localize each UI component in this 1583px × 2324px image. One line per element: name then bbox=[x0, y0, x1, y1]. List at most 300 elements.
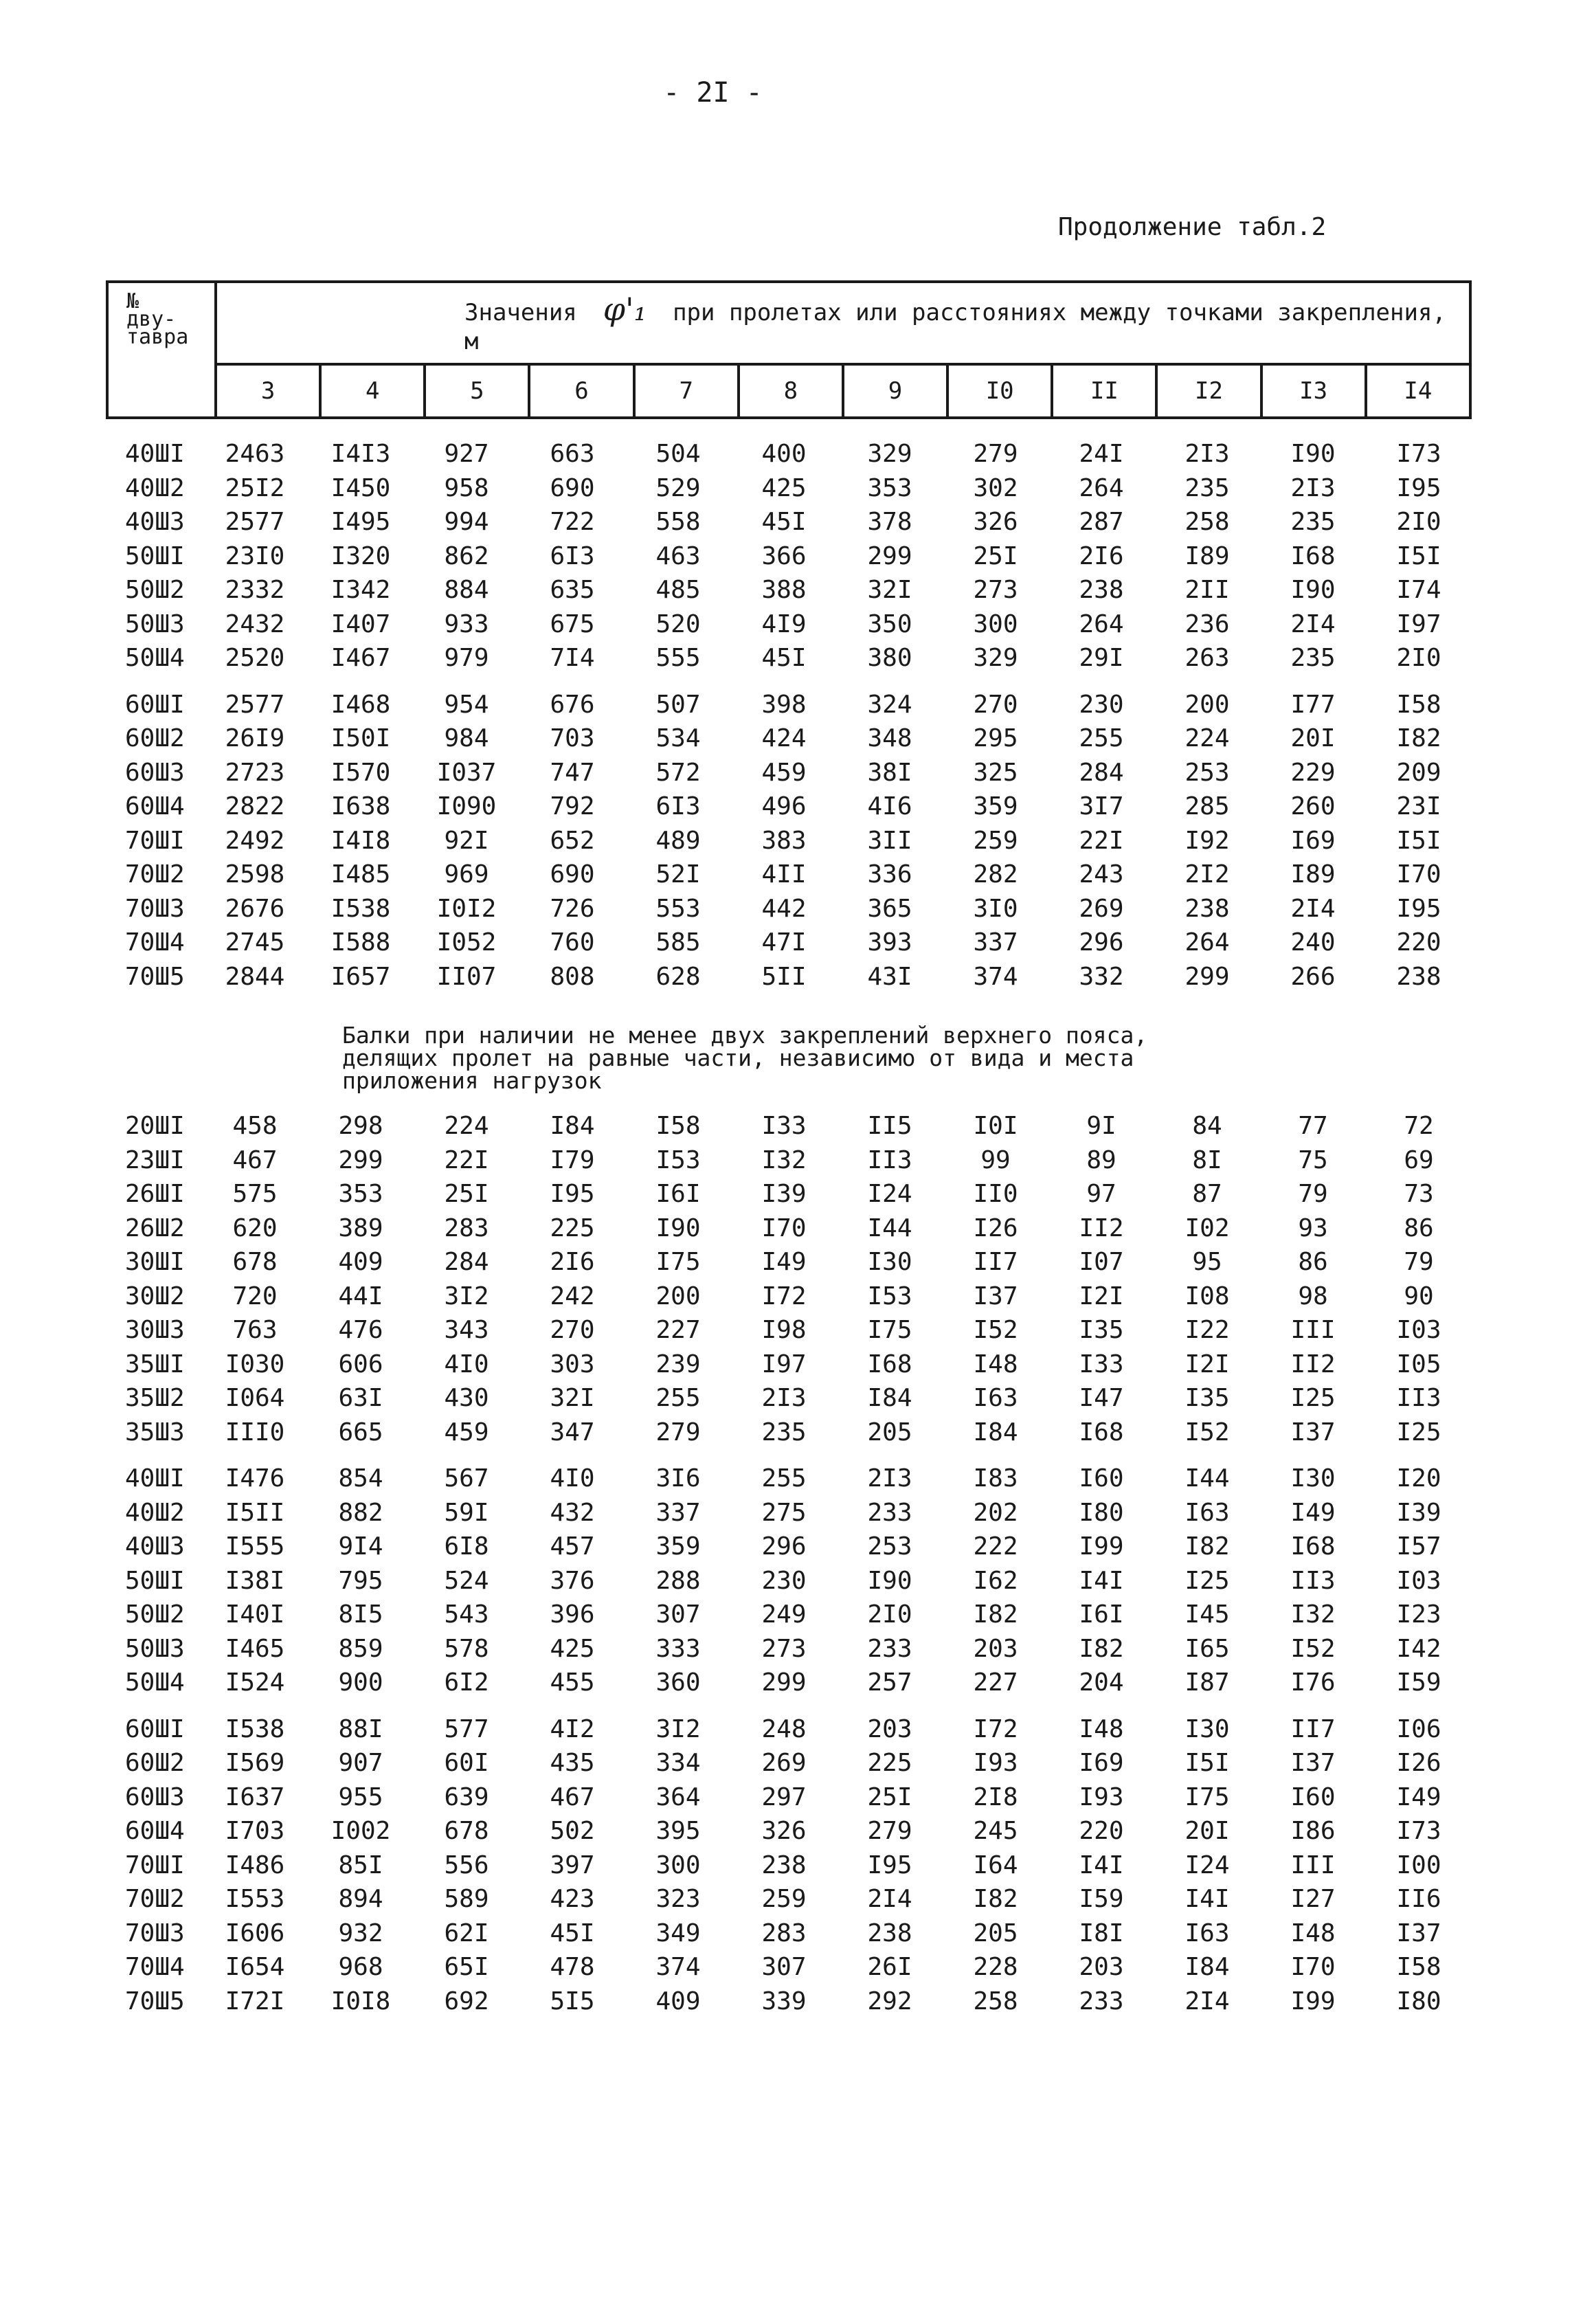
value-cell: 396 bbox=[550, 1600, 595, 1629]
value-cell: I22 bbox=[1185, 1316, 1230, 1345]
value-cell: 87 bbox=[1192, 1180, 1222, 1209]
value-cell: 258 bbox=[1185, 508, 1230, 537]
value-cell: 200 bbox=[655, 1282, 701, 1310]
value-cell: 47I bbox=[761, 928, 807, 957]
value-cell: I33 bbox=[1079, 1350, 1124, 1378]
value-cell: I654 bbox=[225, 1953, 285, 1982]
value-cell: 635 bbox=[550, 576, 595, 605]
value-cell: 65I bbox=[444, 1953, 489, 1982]
profile-id-cell: 26ШI bbox=[125, 1180, 185, 1209]
value-cell: 4I2 bbox=[550, 1714, 595, 1743]
value-cell: 298 bbox=[338, 1112, 383, 1141]
value-cell: 255 bbox=[1079, 724, 1124, 753]
span-header-cell: 9 bbox=[843, 364, 947, 418]
value-cell: I70 bbox=[1290, 1953, 1336, 1982]
value-cell: I84 bbox=[973, 1418, 1018, 1446]
value-cell: 2492 bbox=[225, 826, 285, 855]
profile-id-cell: 70Ш2 bbox=[125, 1885, 185, 1914]
value-cell: I84 bbox=[867, 1384, 912, 1413]
value-cell: I92 bbox=[1185, 826, 1230, 855]
value-cell: 203 bbox=[973, 1634, 1018, 1663]
value-cell: 240 bbox=[1290, 928, 1336, 957]
value-cell: 8I5 bbox=[338, 1600, 383, 1629]
value-cell: 430 bbox=[444, 1384, 489, 1413]
value-cell: 337 bbox=[973, 928, 1018, 957]
profile-id-cell: 70Ш4 bbox=[125, 1953, 185, 1982]
value-cell: 543 bbox=[444, 1600, 489, 1629]
value-cell: I65 bbox=[1185, 1634, 1230, 1663]
span-group-header bbox=[216, 282, 1470, 364]
value-cell: I4I bbox=[1185, 1885, 1230, 1914]
value-cell: 5II bbox=[761, 962, 807, 991]
value-cell: 459 bbox=[761, 758, 807, 787]
value-cell: 299 bbox=[338, 1146, 383, 1174]
value-cell: I90 bbox=[867, 1566, 912, 1595]
value-cell: 296 bbox=[761, 1532, 807, 1561]
profile-id-cell: 40ШI bbox=[125, 440, 185, 469]
value-cell: 388 bbox=[761, 576, 807, 605]
value-cell: 954 bbox=[444, 690, 489, 719]
value-cell: 2577 bbox=[225, 508, 285, 537]
value-cell: 365 bbox=[867, 894, 912, 923]
value-cell: 353 bbox=[867, 473, 912, 502]
value-cell: I72I bbox=[225, 1987, 285, 2015]
table-row bbox=[106, 1211, 1472, 1246]
value-cell: 969 bbox=[444, 860, 489, 889]
value-cell: I82 bbox=[1185, 1532, 1230, 1561]
value-cell: 302 bbox=[973, 473, 1018, 502]
profile-id-cell: 50ШI bbox=[125, 1566, 185, 1595]
separator-cell bbox=[106, 675, 1472, 688]
value-cell: 2844 bbox=[225, 962, 285, 991]
value-cell: 283 bbox=[444, 1214, 489, 1242]
value-cell: 44I bbox=[338, 1282, 383, 1310]
value-cell: II6 bbox=[1396, 1885, 1441, 1914]
table-row bbox=[106, 1780, 1472, 1815]
value-cell: I030 bbox=[225, 1350, 285, 1378]
value-cell: 202 bbox=[973, 1498, 1018, 1527]
value-cell: 359 bbox=[973, 792, 1018, 821]
value-cell: I05 bbox=[1396, 1350, 1441, 1378]
value-cell: I49 bbox=[1290, 1498, 1336, 1527]
value-cell: I37 bbox=[1396, 1919, 1441, 1947]
value-cell: 52I bbox=[655, 860, 701, 889]
value-cell: 248 bbox=[761, 1714, 807, 1743]
value-cell: 348 bbox=[867, 724, 912, 753]
value-cell: III bbox=[1290, 1851, 1336, 1879]
value-cell: 349 bbox=[655, 1919, 701, 1947]
value-cell: I58 bbox=[1396, 690, 1441, 719]
header-title-prefix: Значения bbox=[464, 299, 577, 326]
value-cell: 4I0 bbox=[444, 1350, 489, 1378]
value-cell: I84 bbox=[550, 1112, 595, 1141]
value-cell: I4I bbox=[1079, 1566, 1124, 1595]
value-cell: 228 bbox=[973, 1953, 1018, 1982]
value-cell: 326 bbox=[973, 508, 1018, 537]
value-cell: 3II bbox=[867, 826, 912, 855]
value-cell: 288 bbox=[655, 1566, 701, 1595]
value-cell: 242 bbox=[550, 1282, 595, 1310]
value-cell: I89 bbox=[1185, 541, 1230, 570]
value-cell: 279 bbox=[867, 1817, 912, 1846]
value-cell: I39 bbox=[1396, 1498, 1441, 1527]
value-cell: 347 bbox=[550, 1418, 595, 1446]
value-cell: 692 bbox=[444, 1987, 489, 2015]
value-cell: 467 bbox=[550, 1783, 595, 1811]
value-cell: 273 bbox=[761, 1634, 807, 1663]
page-number: - 2I - bbox=[663, 77, 763, 109]
profile-id-cell: 60Ш2 bbox=[125, 724, 185, 753]
table-row bbox=[106, 1245, 1472, 1280]
value-cell: 22I bbox=[1079, 826, 1124, 855]
value-cell: I76 bbox=[1290, 1668, 1336, 1697]
table-row bbox=[106, 1462, 1472, 1496]
value-cell: I68 bbox=[867, 1350, 912, 1378]
value-cell: I48 bbox=[973, 1350, 1018, 1378]
value-cell: 3I0 bbox=[973, 894, 1018, 923]
value-cell: 203 bbox=[1079, 1953, 1124, 1982]
value-cell: 238 bbox=[1185, 894, 1230, 923]
value-cell: 45I bbox=[761, 508, 807, 537]
profile-id-cell: 70Ш3 bbox=[125, 894, 185, 923]
value-cell: 269 bbox=[761, 1749, 807, 1778]
value-cell: 2I4 bbox=[1290, 894, 1336, 923]
value-cell: I45 bbox=[1185, 1600, 1230, 1629]
value-cell: I657 bbox=[330, 962, 391, 991]
profile-id-cell: 35Ш2 bbox=[125, 1384, 185, 1413]
value-cell: 86 bbox=[1298, 1248, 1328, 1277]
value-cell: I80 bbox=[1079, 1498, 1124, 1527]
span-header-cell: I2 bbox=[1156, 364, 1261, 418]
table-row bbox=[106, 790, 1472, 824]
value-cell: I37 bbox=[973, 1282, 1018, 1310]
value-cell: I06 bbox=[1396, 1714, 1441, 1743]
value-cell: I60 bbox=[1290, 1783, 1336, 1811]
value-cell: 307 bbox=[655, 1600, 701, 1629]
value-cell: 400 bbox=[761, 440, 807, 469]
value-cell: I569 bbox=[225, 1749, 285, 1778]
profile-id-cell: 50Ш4 bbox=[125, 1668, 185, 1697]
table-row bbox=[106, 1280, 1472, 1314]
value-cell: 45I bbox=[550, 1919, 595, 1947]
table-row bbox=[106, 1746, 1472, 1780]
value-cell: II07 bbox=[436, 962, 497, 991]
span-header-cell: I3 bbox=[1261, 364, 1366, 418]
value-cell: 485 bbox=[655, 576, 701, 605]
value-cell: I0I bbox=[973, 1112, 1018, 1141]
value-cell: 534 bbox=[655, 724, 701, 753]
value-cell: 99 bbox=[980, 1146, 1011, 1174]
value-cell: 553 bbox=[655, 894, 701, 923]
value-cell: I002 bbox=[330, 1817, 391, 1846]
value-cell: I63 bbox=[1185, 1919, 1230, 1947]
value-cell: 296 bbox=[1079, 928, 1124, 957]
value-cell: 529 bbox=[655, 473, 701, 502]
value-cell: 25I2 bbox=[225, 473, 285, 502]
value-cell: 243 bbox=[1079, 860, 1124, 889]
value-cell: I37 bbox=[1290, 1418, 1336, 1446]
value-cell: 287 bbox=[1079, 508, 1124, 537]
value-cell: 2432 bbox=[225, 610, 285, 638]
value-cell: II7 bbox=[1290, 1714, 1336, 1743]
group-separator bbox=[106, 1700, 1472, 1712]
value-cell: 907 bbox=[338, 1749, 383, 1778]
value-cell: 726 bbox=[550, 894, 595, 923]
value-cell: 264 bbox=[1079, 473, 1124, 502]
value-cell: II2 bbox=[1079, 1214, 1124, 1242]
value-cell: I59 bbox=[1396, 1668, 1441, 1697]
value-cell: 955 bbox=[338, 1783, 383, 1811]
span-header-cell: 4 bbox=[320, 364, 425, 418]
value-cell: 264 bbox=[1185, 928, 1230, 957]
table-row bbox=[106, 1712, 1472, 1747]
value-cell: 2I8 bbox=[973, 1783, 1018, 1811]
value-cell: 504 bbox=[655, 440, 701, 469]
value-cell: I2I bbox=[1185, 1350, 1230, 1378]
value-cell: 270 bbox=[550, 1316, 595, 1345]
value-cell: 32I bbox=[550, 1384, 595, 1413]
value-cell: 558 bbox=[655, 508, 701, 537]
value-cell: 663 bbox=[550, 440, 595, 469]
value-cell: I25 bbox=[1396, 1418, 1441, 1446]
value-cell: I95 bbox=[867, 1851, 912, 1879]
table-row bbox=[106, 1348, 1472, 1382]
value-cell: I58 bbox=[655, 1112, 701, 1141]
value-cell: 478 bbox=[550, 1953, 595, 1982]
value-cell: 2745 bbox=[225, 928, 285, 957]
value-cell: 2I0 bbox=[1396, 644, 1441, 673]
value-cell: 26I bbox=[867, 1953, 912, 1982]
value-cell: 86 bbox=[1404, 1214, 1434, 1242]
profile-id-cell: 40Ш3 bbox=[125, 1532, 185, 1561]
value-cell: 233 bbox=[867, 1498, 912, 1527]
value-cell: 299 bbox=[1185, 962, 1230, 991]
table-row bbox=[106, 437, 1472, 471]
value-cell: 2I3 bbox=[761, 1384, 807, 1413]
table-row bbox=[106, 1632, 1472, 1666]
value-cell: 2II bbox=[1185, 576, 1230, 605]
value-cell: 303 bbox=[550, 1350, 595, 1378]
value-cell: I90 bbox=[1290, 440, 1336, 469]
value-cell: 703 bbox=[550, 724, 595, 753]
table-row bbox=[106, 1848, 1472, 1883]
value-cell: 258 bbox=[973, 1987, 1018, 2015]
profile-id-cell: 60Ш3 bbox=[125, 758, 185, 787]
value-cell: 792 bbox=[550, 792, 595, 821]
value-cell: 25I bbox=[444, 1180, 489, 1209]
value-cell: I0I2 bbox=[436, 894, 497, 923]
value-cell: 2463 bbox=[225, 440, 285, 469]
profile-id-cell: 60ШI bbox=[125, 1714, 185, 1743]
value-cell: 235 bbox=[1290, 508, 1336, 537]
table-row bbox=[106, 1917, 1472, 1951]
span-header-cell: 7 bbox=[634, 364, 739, 418]
value-cell: II0 bbox=[973, 1180, 1018, 1209]
value-cell: 93 bbox=[1298, 1214, 1328, 1242]
profile-id-cell: 70Ш4 bbox=[125, 928, 185, 957]
profile-id-cell: 50Ш2 bbox=[125, 576, 185, 605]
value-cell: 676 bbox=[550, 690, 595, 719]
value-cell: 73 bbox=[1404, 1180, 1434, 1209]
value-cell: 245 bbox=[973, 1817, 1018, 1846]
value-cell: 77 bbox=[1298, 1112, 1328, 1141]
value-cell: I47 bbox=[1079, 1384, 1124, 1413]
value-cell: 225 bbox=[867, 1749, 912, 1778]
value-cell: 45I bbox=[761, 644, 807, 673]
value-cell: 409 bbox=[655, 1987, 701, 2015]
value-cell: 336 bbox=[867, 860, 912, 889]
profile-id-cell: 35ШI bbox=[125, 1350, 185, 1378]
value-cell: I23 bbox=[1396, 1600, 1441, 1629]
value-cell: I42 bbox=[1396, 1634, 1441, 1663]
value-cell: I538 bbox=[330, 894, 391, 923]
value-cell: I03 bbox=[1396, 1316, 1441, 1345]
profile-id-cell: 60Ш4 bbox=[125, 792, 185, 821]
value-cell: I00 bbox=[1396, 1851, 1441, 1879]
profile-id-cell: 23ШI bbox=[125, 1146, 185, 1174]
value-cell: I48 bbox=[1079, 1714, 1124, 1743]
value-cell: 227 bbox=[655, 1316, 701, 1345]
value-cell: 98 bbox=[1298, 1282, 1328, 1310]
value-cell: 968 bbox=[338, 1953, 383, 1982]
value-cell: I637 bbox=[225, 1783, 285, 1811]
value-cell: 606 bbox=[338, 1350, 383, 1378]
value-cell: I320 bbox=[330, 541, 391, 570]
value-cell: 253 bbox=[1185, 758, 1230, 787]
value-cell: 297 bbox=[761, 1783, 807, 1811]
value-cell: I6I bbox=[655, 1180, 701, 1209]
value-cell: I95 bbox=[1396, 894, 1441, 923]
value-cell: 589 bbox=[444, 1885, 489, 1914]
value-cell: I32 bbox=[761, 1146, 807, 1174]
table-row bbox=[106, 688, 1472, 722]
value-cell: I0I8 bbox=[330, 1987, 391, 2015]
value-cell: 222 bbox=[973, 1532, 1018, 1561]
value-cell: 8I bbox=[1192, 1146, 1222, 1174]
value-cell: 24I bbox=[1079, 440, 1124, 469]
value-cell: 230 bbox=[1079, 690, 1124, 719]
value-cell: 79 bbox=[1404, 1248, 1434, 1277]
profile-id-cell: 70Ш5 bbox=[125, 1987, 185, 2015]
value-cell: 432 bbox=[550, 1498, 595, 1527]
table-row bbox=[106, 471, 1472, 506]
value-cell: 326 bbox=[761, 1817, 807, 1846]
value-cell: I064 bbox=[225, 1384, 285, 1413]
value-cell: I5I bbox=[1396, 826, 1441, 855]
value-cell: 255 bbox=[761, 1464, 807, 1493]
value-cell: 26I9 bbox=[225, 724, 285, 753]
value-cell: 409 bbox=[338, 1248, 383, 1277]
value-cell: 235 bbox=[761, 1418, 807, 1446]
value-cell: I82 bbox=[1396, 724, 1441, 753]
value-cell: 808 bbox=[550, 962, 595, 991]
value-cell: I450 bbox=[330, 473, 391, 502]
value-cell: 329 bbox=[867, 440, 912, 469]
value-cell: 273 bbox=[973, 576, 1018, 605]
value-cell: I52 bbox=[1185, 1418, 1230, 1446]
value-cell: I24 bbox=[867, 1180, 912, 1209]
value-cell: 2I6 bbox=[550, 1248, 595, 1277]
value-cell: I68 bbox=[1290, 541, 1336, 570]
value-cell: I8I bbox=[1079, 1919, 1124, 1947]
value-cell: 220 bbox=[1396, 928, 1441, 957]
value-cell: 89 bbox=[1086, 1146, 1116, 1174]
value-cell: 360 bbox=[655, 1668, 701, 1697]
value-cell: 524 bbox=[444, 1566, 489, 1595]
value-cell: 279 bbox=[655, 1418, 701, 1446]
value-cell: I25 bbox=[1290, 1384, 1336, 1413]
value-cell: 224 bbox=[1185, 724, 1230, 753]
value-cell: I75 bbox=[867, 1316, 912, 1345]
value-cell: I84 bbox=[1185, 1953, 1230, 1982]
value-cell: I40I bbox=[225, 1600, 285, 1629]
value-cell: I72 bbox=[761, 1282, 807, 1310]
value-cell: 585 bbox=[655, 928, 701, 957]
profile-id-cell: 30ШI bbox=[125, 1248, 185, 1277]
value-cell: I72 bbox=[973, 1714, 1018, 1743]
value-cell: I465 bbox=[225, 1634, 285, 1663]
value-cell: 299 bbox=[761, 1668, 807, 1697]
value-cell: I83 bbox=[973, 1464, 1018, 1493]
value-cell: 927 bbox=[444, 440, 489, 469]
value-cell: 205 bbox=[867, 1418, 912, 1446]
profile-id-cell: 40Ш3 bbox=[125, 508, 185, 537]
value-cell: 63I bbox=[338, 1384, 383, 1413]
table-row bbox=[106, 1564, 1472, 1598]
value-cell: I44 bbox=[867, 1214, 912, 1242]
value-cell: 378 bbox=[867, 508, 912, 537]
value-cell: 238 bbox=[1079, 576, 1124, 605]
value-cell: 25I bbox=[867, 1783, 912, 1811]
value-cell: I53 bbox=[867, 1282, 912, 1310]
value-cell: 339 bbox=[761, 1987, 807, 2015]
table-row bbox=[106, 641, 1472, 675]
value-cell: 2I3 bbox=[1290, 473, 1336, 502]
value-cell: 678 bbox=[444, 1817, 489, 1846]
value-cell: 720 bbox=[232, 1282, 278, 1310]
value-cell: 60I bbox=[444, 1749, 489, 1778]
value-cell: 224 bbox=[444, 1112, 489, 1141]
profile-id-cell: 60Ш3 bbox=[125, 1783, 185, 1811]
value-cell: 29I bbox=[1079, 644, 1124, 673]
value-cell: 884 bbox=[444, 576, 489, 605]
value-cell: I38I bbox=[225, 1566, 285, 1595]
value-cell: 859 bbox=[338, 1634, 383, 1663]
value-cell: 424 bbox=[761, 724, 807, 753]
profile-id-cell: 70ШI bbox=[125, 826, 185, 855]
value-cell: I30 bbox=[867, 1248, 912, 1277]
value-cell: I80 bbox=[1396, 1987, 1441, 2015]
value-cell: 397 bbox=[550, 1851, 595, 1879]
value-cell: 364 bbox=[655, 1783, 701, 1811]
value-cell: I5I bbox=[1396, 541, 1441, 570]
value-cell: I87 bbox=[1185, 1668, 1230, 1697]
value-cell: I82 bbox=[973, 1885, 1018, 1914]
profile-id-cell: 30Ш2 bbox=[125, 1282, 185, 1310]
value-cell: I486 bbox=[225, 1851, 285, 1879]
value-cell: 300 bbox=[973, 610, 1018, 638]
value-cell: 4II bbox=[761, 860, 807, 889]
value-cell: III0 bbox=[225, 1418, 285, 1446]
value-cell: 3I7 bbox=[1079, 792, 1124, 821]
value-cell: 760 bbox=[550, 928, 595, 957]
value-cell: 323 bbox=[655, 1885, 701, 1914]
value-cell: 203 bbox=[867, 1714, 912, 1743]
value-cell: 7I4 bbox=[550, 644, 595, 673]
value-cell: I75 bbox=[655, 1248, 701, 1277]
value-cell: 958 bbox=[444, 473, 489, 502]
value-cell: I69 bbox=[1079, 1749, 1124, 1778]
